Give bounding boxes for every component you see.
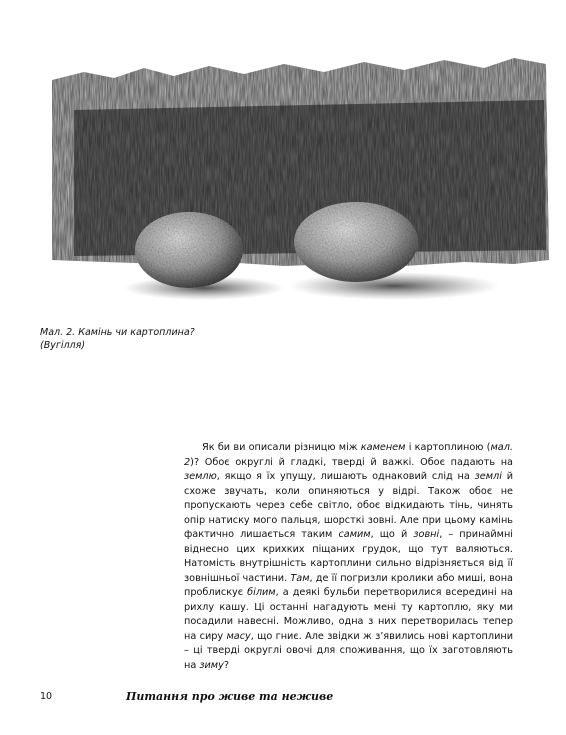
- emphasized-word: зиму: [199, 659, 224, 671]
- emphasized-word: білим: [247, 587, 276, 598]
- potato-shadow: [289, 272, 499, 300]
- emphasized-word: самим: [338, 529, 371, 540]
- figure-caption: [40, 326, 270, 352]
- text-run: ?: [223, 659, 230, 671]
- emphasized-word: каменем: [360, 442, 406, 453]
- text-run: й схоже звучать, коли опиняються у відрі. Також обоє не пропускають через себе світло, обоє відкидають тінь, чинять опір натиску мого пальця, шорсткі зовні. Але при цьому камінь фактично лишається таким: [184, 471, 513, 540]
- body-paragraph: [184, 441, 513, 673]
- emphasized-word: мал. 2: [184, 442, 513, 468]
- text-run: , а деякі бульби перетворилися всередині на рихлу кашу. Ці останні нагадують мені ту картоплю, яку ми посадили навесні. Можливо, одна з них перетворилась тепер на сиру: [184, 587, 513, 642]
- stone-or-potato-charcoal-drawing: [44, 50, 554, 320]
- text-run: , якщо я їх упущу, лишають однаковий слід на: [216, 471, 475, 482]
- text-run: )? Обоє округлі й гладкі, тверді й важкі. Обоє падають на: [190, 456, 513, 468]
- running-title: Питання про живе та неживе: [126, 690, 334, 703]
- emphasized-word: зовні: [413, 529, 440, 540]
- text-run: і картоплиною (: [405, 442, 491, 453]
- emphasized-word: масу: [226, 630, 251, 642]
- text-run: , – принаймні віднесно цих крихких піщаних грудок, що тут валяються. Натомість внутрішність картоплини сильно відрізняється від її зовнішньої частини.: [184, 529, 513, 584]
- page-footer: [40, 690, 520, 706]
- emphasized-word: Там: [290, 572, 310, 584]
- page-number: 10: [40, 691, 53, 702]
- text-run: , що й: [370, 529, 414, 540]
- caption-title: Мал. 2. Камінь чи картоплина?: [40, 327, 195, 338]
- text-run: , де її погризли кролики або миші, вона проблискує: [184, 572, 513, 598]
- potato-object: [294, 202, 418, 282]
- stone-object: [135, 212, 243, 288]
- text-run: , що гниє. Але звідки ж з’явились нові картоплини – ці тверді округлі овочі для споживання, що їх заготовляють на: [184, 630, 513, 671]
- caption-technique: (Вугілля): [40, 340, 86, 351]
- text-run: Як би ви описали різницю між: [202, 442, 361, 453]
- emphasized-word: землі: [474, 471, 502, 482]
- emphasized-word: землю: [184, 471, 217, 482]
